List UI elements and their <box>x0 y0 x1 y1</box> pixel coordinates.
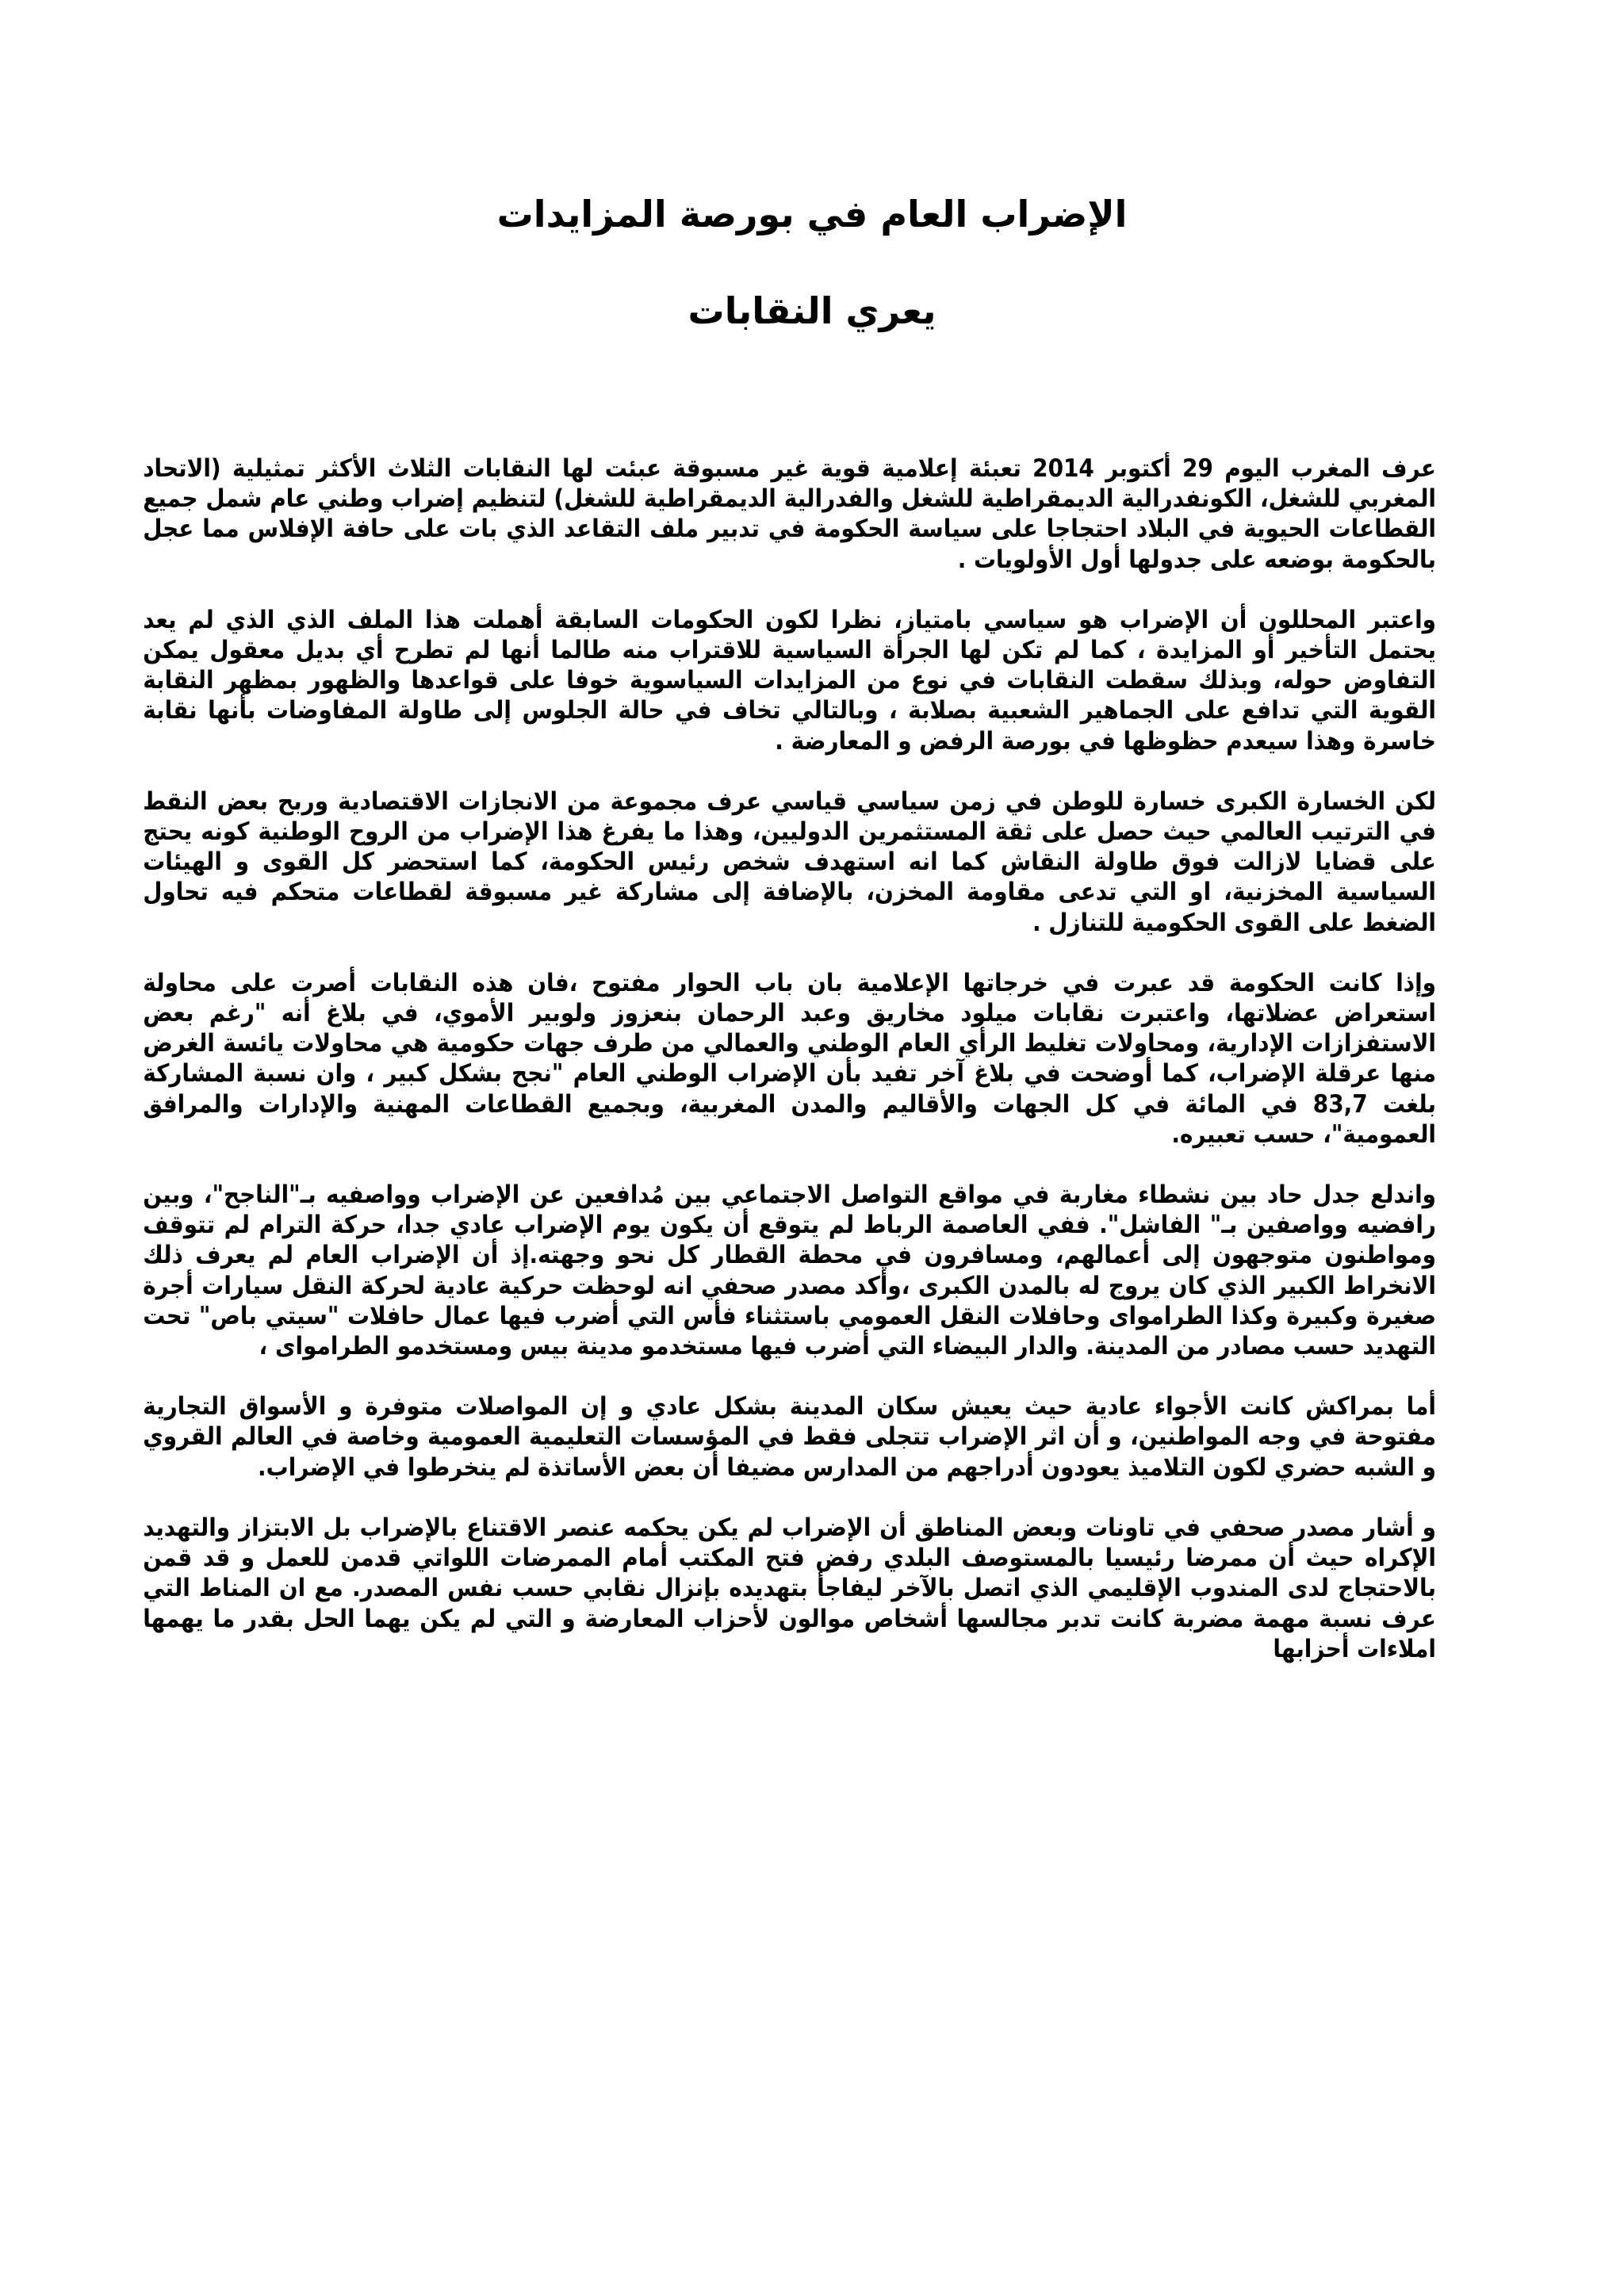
paragraph: عرف المغرب اليوم 29 أكتوبر 2014 تعبئة إعلامية قوية غير مسبوقة عبئت لها النقابات الثلاث الأكثر تمثيلية (الاتحاد المغربي للشغل، الكونفدرالية الديمقراطية للشغل والفدرالية الديمقراطية للشغل) لتنظيم إضراب وطني عام شمل جميع القطاعات الحيوية في البلاد احتجاجا على سياسة الحكومة في تدبير ملف التقاعد الذي بات على حافة الإفلاس مما عجل بالحكومة بوضعه على جدولها أول الأولويات . <box>143 454 1436 574</box>
paragraph: لكن الخسارة الكبرى خسارة للوطن في زمن سياسي قياسي عرف مجموعة من الانجازات الاقتصادية وربح بعض النقط في الترتيب العالمي حيث حصل على ثقة المستثمرين الدوليين، وهذا ما يفرغ هذا الإضراب من الروح الوطنية كونه يحتج على قضايا لازالت فوق طاولة النقاش كما انه استهدف شخص رئيس الحكومة، كما استحضر كل القوى و الهيئات السياسية المخزنية، او التي تدعى مقاومة المخزن، بالإضافة إلى مشاركة غير مسبوقة لقطاعات متحكم فيه تحاول الضغط على القوى الحكومية للتنازل . <box>143 786 1436 937</box>
article-body <box>143 453 1436 1694</box>
paragraph: أما بمراكش كانت الأجواء عادية حيث يعيش سكان المدينة بشكل عادي و إن المواصلات متوفرة و الأسواق التجارية مفتوحة في وجه المواطنين، و أن اثر الإضراب تتجلى فقط في المؤسسات التعليمية العمومية وخاصة في العالم القروي و الشبه حضري لكون التلاميذ يعودون أدراجهم من المدارس مضيفا أن بعض الأساتذة لم ينخرطوا في الإضراب. <box>143 1392 1436 1482</box>
paragraph: و أشار مصدر صحفي في تاونات وبعض المناطق أن الإضراب لم يكن يحكمه عنصر الاقتناع بالإضراب بل الابتزاز والتهديد الإكراه حيث أن ممرضا رئيسيا بالمستوصف البلدي رفض فتح المكتب أمام الممرضات اللواتي قدمن للعمل و قد قمن بالاحتجاج لدى المندوب الإقليمي الذي اتصل بالآخر ليفاجأ بتهديده بإنزال نقابي حسب نفس المصدر. مع ان المناط التي عرف نسبة مهمة مضربة كانت تدبر مجالسها أشخاص موالون لأحزاب المعارضة و التي لم يكن يهما الحل بقدر ما يهمها املاءات أحزابها <box>143 1513 1436 1663</box>
page-subtitle: يعري النقابات <box>688 289 936 332</box>
page-title: الإضراب العام في بورصة المزايدات <box>496 193 1128 235</box>
paragraph: واعتبر المحللون أن الإضراب هو سياسي بامتياز، نظرا لكون الحكومات السابقة أهملت هذا الملف الذي الذي لم يعد يحتمل التأخير أو المزايدة ، كما لم تكن لها الجرأة السياسية للاقتراب منه طالما أنها لم تطرح أي بديل معقول يمكن التفاوض حوله، وبذلك سقطت النقابات في نوع من المزايدات السياسوية خوفا على قواعدها والظهور بمظهر النقابة القوية التي تدافع على الجماهير الشعبية بصلابة ، وبالتالي تخاف في حالة الجلوس إلى طاولة المفاوضات بأنها نقابة خاسرة وهذا سيعدم حظوظها في بورصة الرفض و المعارضة . <box>143 605 1436 756</box>
paragraph: واندلع جدل حاد بين نشطاء مغاربة في مواقع التواصل الاجتماعي بين مُدافعين عن الإضراب وواصفيه بـ"الناجح"، وبين رافضيه وواصفين بـ" الفاشل". ففي العاصمة الرباط لم يتوقع أن يكون يوم الإضراب عادي جدا، حركة الترام لم تتوقف ومواطنون متوجهون إلى أعمالهم، ومسافرون في محطة القطار كل نحو وجهته.إذ أن الإضراب العام لم يعرف ذلك الانخراط الكبير الذي كان يروج له بالمدن الكبرى ،وأكد مصدر صحفي انه لوحظت حركية عادية لحركة النقل سيارات أجرة صغيرة وكبيرة وكذا الطراموای وحافلات النقل العمومي باستثناء فأس التي أضرب فيها عمال حافلات "سيتي باص" تحت التهديد حسب مصادر من المدينة. والدار البيضاء التي أضرب فيها مستخدمو مدينة بيس ومستخدمو الطراموای ، <box>143 1181 1437 1361</box>
paragraph: وإذا كانت الحكومة قد عبرت في خرجاتها الإعلامية بان باب الحوار مفتوح ،فان هذه النقابات أصرت على محاولة استعراض عضلاتها، واعتبرت نقابات ميلود مخاريق وعبد الرحمان بنعزوز ولوبير الأموي، في بلاغ أنه "رغم بعض الاستفزازات الإدارية، ومحاولات تغليط الرأي العام الوطني والعمالي من طرف جهات حكومية هي محاولات يائسة الغرض منها عرقلة الإضراب، كما أوضحت في بلاغ آخر تفيد بأن الإضراب الوطني العام "نجح بشكل كبير ، وان نسبة المشاركة بلغت 83,7 في المائة في كل الجهات والأقاليم والمدن المغربية، وبجميع القطاعات المهنية والإدارات والمرافق العمومية"، حسب تعبيره. <box>143 968 1436 1149</box>
